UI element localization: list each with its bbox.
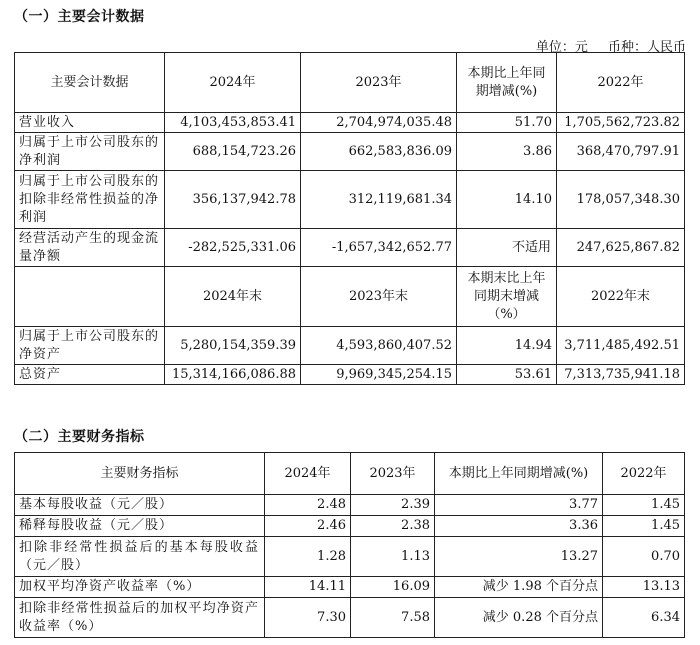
table-row <box>15 113 685 133</box>
header-cell: 2022年末 <box>557 267 685 327</box>
value-cell: 1.45 <box>603 495 685 516</box>
table-subheader-row <box>15 267 685 327</box>
header-cell: 本期比上年同期增减(%) <box>457 53 557 113</box>
value-cell: -1,657,342,652.77 <box>301 229 457 267</box>
value-cell: 4,103,453,853.41 <box>165 113 301 133</box>
row-label: 基本每股收益（元／股） <box>15 495 265 516</box>
section-title-accounting-data: （一）主要会计数据 <box>14 9 145 25</box>
value-cell: 7,313,735,941.18 <box>557 365 685 385</box>
value-cell: 3,711,485,492.51 <box>557 327 685 365</box>
table-row <box>15 577 685 598</box>
table-row <box>15 598 685 638</box>
row-label: 经营活动产生的现金流量净额 <box>15 229 165 267</box>
section-title-financial-indicators: （二）主要财务指标 <box>14 429 145 445</box>
header-cell: 2023年 <box>351 453 435 495</box>
value-cell: 368,470,797.91 <box>557 133 685 171</box>
header-cell: 2024年 <box>265 453 351 495</box>
value-cell: 1.45 <box>603 516 685 537</box>
value-cell: 51.70 <box>457 113 557 133</box>
value-cell: 7.30 <box>265 598 351 638</box>
value-cell: 2.38 <box>351 516 435 537</box>
value-cell: 2,704,974,035.48 <box>301 113 457 133</box>
table-row <box>15 229 685 267</box>
value-cell: 53.61 <box>457 365 557 385</box>
unit-label: 单位：元 <box>535 40 588 55</box>
table-row <box>15 516 685 537</box>
header-cell: 主要财务指标 <box>15 453 265 495</box>
value-cell: 4,593,860,407.52 <box>301 327 457 365</box>
header-cell: 2022年 <box>557 53 685 113</box>
financial-indicators-table <box>14 452 685 638</box>
value-cell: 1,705,562,723.82 <box>557 113 685 133</box>
value-cell: 2.46 <box>265 516 351 537</box>
value-cell: 3.77 <box>435 495 603 516</box>
value-cell: 0.70 <box>603 537 685 577</box>
value-cell: 14.94 <box>457 327 557 365</box>
currency-label: 币种：人民币 <box>607 40 686 55</box>
value-cell: 16.09 <box>351 577 435 598</box>
row-label: 归属于上市公司股东的净资产 <box>15 327 165 365</box>
row-label: 扣除非经常性损益后的加权平均净资产收益率（%） <box>15 598 265 638</box>
value-cell: 247,625,867.82 <box>557 229 685 267</box>
table-header-row <box>15 453 685 495</box>
value-cell: 14.10 <box>457 171 557 229</box>
value-cell: 2.39 <box>351 495 435 516</box>
value-cell: 178,057,348.30 <box>557 171 685 229</box>
header-cell: 2023年末 <box>301 267 457 327</box>
value-cell: 3.86 <box>457 133 557 171</box>
accounting-data-table <box>14 52 685 385</box>
value-cell: 减少 1.98 个百分点 <box>435 577 603 598</box>
table-row <box>15 537 685 577</box>
header-cell <box>15 267 165 327</box>
header-cell: 主要会计数据 <box>15 53 165 113</box>
header-cell: 2024年末 <box>165 267 301 327</box>
row-label: 稀释每股收益（元／股） <box>15 516 265 537</box>
header-cell: 2024年 <box>165 53 301 113</box>
value-cell: 不适用 <box>457 229 557 267</box>
value-cell: 7.58 <box>351 598 435 638</box>
value-cell: 13.27 <box>435 537 603 577</box>
value-cell: 2.48 <box>265 495 351 516</box>
row-label: 加权平均净资产收益率（%） <box>15 577 265 598</box>
value-cell: 3.36 <box>435 516 603 537</box>
header-cell: 2023年 <box>301 53 457 113</box>
value-cell: 356,137,942.78 <box>165 171 301 229</box>
value-cell: 662,583,836.09 <box>301 133 457 171</box>
value-cell: 15,314,166,086.88 <box>165 365 301 385</box>
value-cell: -282,525,331.06 <box>165 229 301 267</box>
value-cell: 减少 0.28 个百分点 <box>435 598 603 638</box>
table-row <box>15 495 685 516</box>
value-cell: 312,119,681.34 <box>301 171 457 229</box>
header-cell: 2022年 <box>603 453 685 495</box>
table-row <box>15 171 685 229</box>
value-cell: 14.11 <box>265 577 351 598</box>
row-label: 扣除非经常性损益后的基本每股收益（元／股） <box>15 537 265 577</box>
row-label: 归属于上市公司股东的净利润 <box>15 133 165 171</box>
value-cell: 5,280,154,359.39 <box>165 327 301 365</box>
table-row <box>15 133 685 171</box>
value-cell: 13.13 <box>603 577 685 598</box>
value-cell: 6.34 <box>603 598 685 638</box>
value-cell: 9,969,345,254.15 <box>301 365 457 385</box>
header-cell: 本期比上年同期增减(%) <box>435 453 603 495</box>
row-label: 总资产 <box>15 365 165 385</box>
header-cell: 本期末比上年同期末增减（%） <box>457 267 557 327</box>
value-cell: 1.13 <box>351 537 435 577</box>
table-row <box>15 365 685 385</box>
value-cell: 1.28 <box>265 537 351 577</box>
table-row <box>15 327 685 365</box>
table-header-row <box>15 53 685 113</box>
row-label: 归属于上市公司股东的扣除非经常性损益的净利润 <box>15 171 165 229</box>
value-cell: 688,154,723.26 <box>165 133 301 171</box>
row-label: 营业收入 <box>15 113 165 133</box>
